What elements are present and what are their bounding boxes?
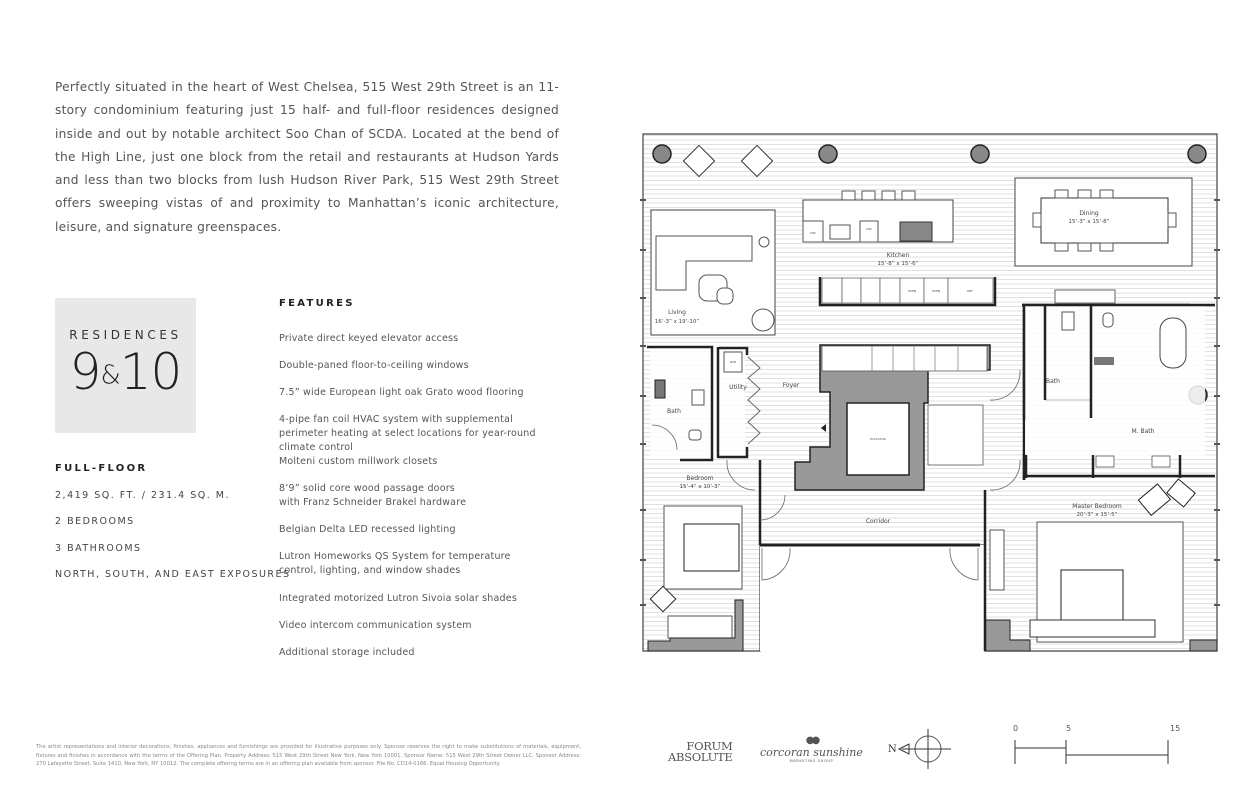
feature-item: Lutron Homeworks QS System for temperature control, lighting, and window shades [279, 551, 511, 576]
residence-a: 9 [69, 343, 101, 401]
living-dims: 16’-3” x 19’-10” [654, 319, 700, 325]
legal-disclaimer: The artist representations and interior decorations, finishes, appliances and furnishings are provided for illustrative purposes only. Sponsor reserves the right to make substitutions of materials, equipment, fixtures and finishes in accordance with the terms of the Offering Plan. Property Address: 515 West 29th Street New York, New York 10001. Sponsor Name: 515 West 29th Street Owner LLC. Sponsor Address: 270 Lafayette Street, Suite 1410, New York, NY 10012. The complete offering terms are in an offering plan available from sponsor. File No. CD14-0166. Equal Housing Opportunity. [36, 744, 581, 767]
bedroom-dims: 15’-4” x 10’-3” [679, 484, 721, 490]
svg-text:REF: REF [967, 289, 973, 293]
svg-text:OVEN: OVEN [907, 289, 917, 293]
coat-closet [928, 405, 983, 465]
utility-label: Utility [729, 384, 747, 391]
svg-text:DW: DW [866, 227, 872, 231]
bath-label: Bath [1046, 378, 1060, 385]
features-heading: FEATURES [279, 298, 355, 309]
floor-area: 2,419 SQ. FT. / 231.4 SQ. M. [55, 490, 230, 501]
floor-plan [636, 128, 1226, 658]
living-label: Living [668, 309, 686, 316]
corcoran-mark-icon: ●● [805, 735, 818, 746]
feature-item: Double-paned floor-to-ceiling windows [279, 360, 469, 371]
corcoran-sunshine-logo: ●● corcoran sunshine MARKETING GROUP [760, 735, 863, 763]
corridor-label: Corridor [865, 518, 891, 525]
scale-tick-15: 15 [1170, 724, 1181, 733]
kitchen-label: Kitchen [886, 252, 910, 259]
toilet-icon [1103, 313, 1113, 327]
master-bedroom-label: Master Bedroom [1072, 503, 1122, 510]
closet-storage [822, 346, 987, 371]
feature-item: Private direct keyed elevator access [279, 333, 459, 344]
scale-bar [1010, 738, 1190, 768]
svg-text:W/D: W/D [729, 360, 737, 364]
feature-item: 4-pipe fan coil HVAC system with supplemental perimeter heating at select locations for year-round climate control [279, 414, 536, 453]
intro-paragraph: Perfectly situated in the heart of West Chelsea, 515 West 29th Street is an 11-story condominium featuring just 15 half- and full-floor residences designed inside and out by notable architect Soo Chan of SCDA. Located at the bend of the High Line, just one block from the retail and restaurants at Hudson Yards and less than two blocks from lush Hudson River Park, 515 West 29th Street offers sweeping vistas of and proximity to Manhattan’s iconic architecture, leisure, and signature greenspaces. [55, 80, 559, 234]
master-bedroom-dims: 20’-3” x 15’-5” [1076, 512, 1118, 518]
toilet-icon [689, 430, 701, 440]
floor-exposures: NORTH, SOUTH, AND EAST EXPOSURES [55, 569, 291, 580]
svg-text:DW: DW [810, 231, 816, 235]
feature-item: Integrated motorized Lutron Sivoia solar shades [279, 593, 517, 604]
desk-icon [990, 530, 1004, 590]
scale-tick-0: 0 [1013, 724, 1019, 733]
cooktop-icon [900, 222, 932, 241]
elevator-label: ELEVATOR [870, 437, 886, 441]
residences-label: RESIDENCES [69, 328, 182, 342]
feature-item: Molteni custom millwork closets [279, 456, 438, 467]
bathtub-icon [1160, 318, 1186, 368]
feature-item: 8’9” solid core wood passage doors with Franz Schneider Brakel hardware [279, 483, 467, 508]
forum-absolute-logo: FORUM ABSOLUTE [668, 739, 733, 764]
feature-item: Belgian Delta LED recessed lighting [279, 524, 456, 535]
feature-item: 7.5” wide European light oak Grato wood flooring [279, 387, 524, 398]
master-bath-label: M. Bath [1131, 428, 1155, 435]
north-label: N [888, 744, 897, 755]
floor-heading: FULL-FLOOR [55, 463, 148, 474]
sink-icon [830, 225, 850, 239]
compass-icon [885, 727, 955, 771]
ampersand: & [100, 360, 120, 391]
scale-tick-5: 5 [1066, 724, 1072, 733]
bed-icon [684, 524, 739, 571]
armchair-icon [752, 309, 774, 331]
residences-badge [55, 298, 196, 433]
residences-number [55, 343, 196, 402]
residence-b: 10 [119, 343, 182, 401]
floor-bathrooms: 3 BATHROOMS [55, 543, 142, 554]
bath-label: Bath [667, 408, 681, 415]
kitchen-dims: 15’-8” x 15’-6” [877, 261, 919, 267]
floor-bedrooms: 2 BEDROOMS [55, 516, 135, 527]
dining-dims: 15’-3” x 15’-8” [1068, 219, 1110, 225]
foyer-label: Foyer [782, 382, 800, 389]
svg-text:OVEN: OVEN [931, 289, 941, 293]
dining-label: Dining [1079, 210, 1099, 217]
bedroom-label: Bedroom [686, 475, 714, 482]
feature-item: Additional storage included [279, 647, 415, 658]
feature-item: Video intercom communication system [279, 620, 472, 631]
